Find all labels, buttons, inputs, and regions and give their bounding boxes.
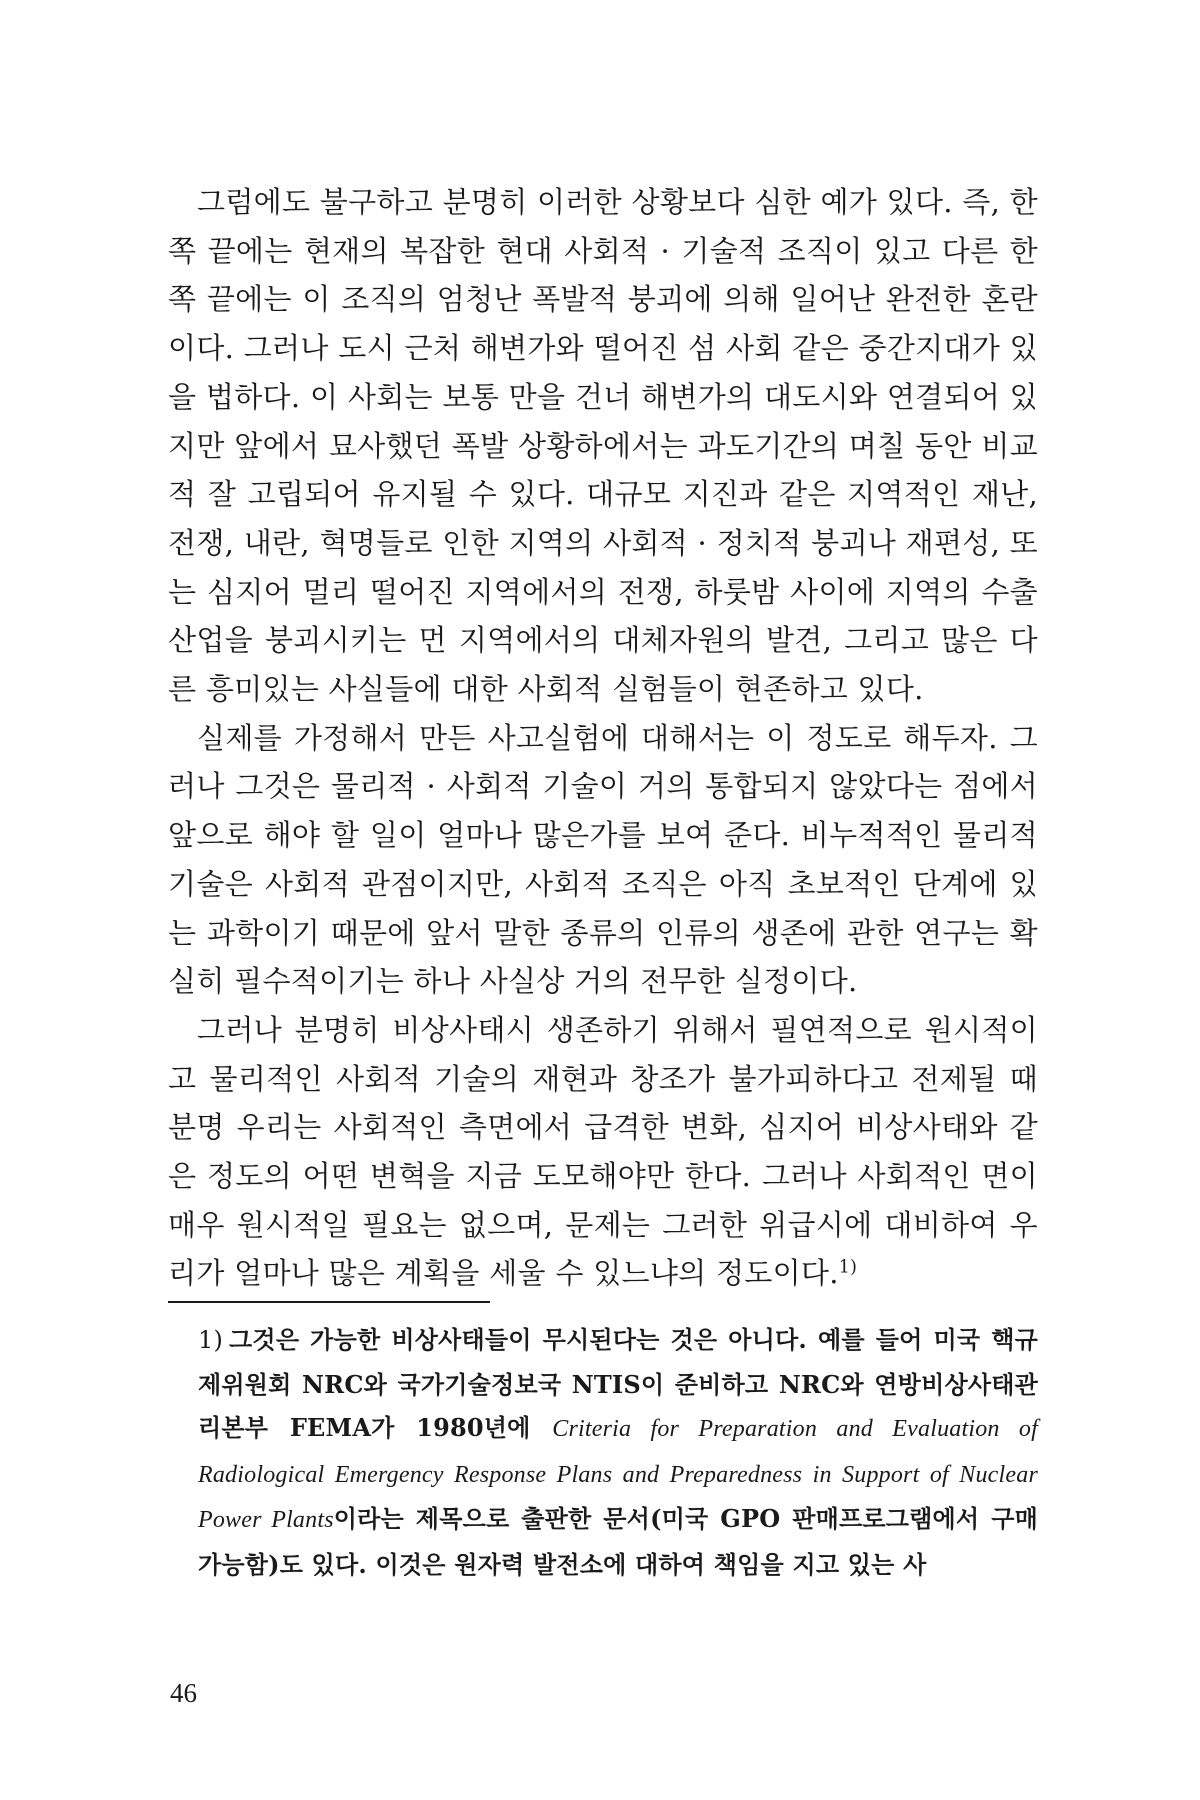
paragraph-2: 실제를 가정해서 만든 사고실험에 대해서는 이 정도로 해두자. 그러나 그것은 물리적 · 사회적 기술이 거의 통합되지 않았다는 점에서 앞으로 해야 할 일이 얼마나 많은가를 보여 준다. 비누적적인 물리적 기술은 사회적 관점이지만, 사회적 조직은 아직 초보적인 단계에 있는 과학이기 때문에 앞서 말한 종류의 인류의 생존에 관한 연구는 확실히 필수적이기는 하나 사실상 거의 전무한 실정이다. xyxy=(168,720,1038,999)
page-number: 46 xyxy=(170,1678,197,1708)
paragraph-3-text: 그러나 분명히 비상사태시 생존하기 위해서 필연적으로 원시적이고 물리적인 사회적 기술의 재현과 창조가 불가피하다고 전제될 때 분명 우리는 사회적인 측면에서 급격한 변화, 심지어 비상사태와 같은 정도의 어떤 변혁을 지금 도모해야만 한다. 그러나 사회적인 면이 매우 원시적일 필요는 없으며, 문제는 그러한 위급시에 대비하여 우리가 얼마나 많은 계획을 세울 수 있느냐의 정도이다. xyxy=(168,1012,1038,1291)
footnote-text-before: 그것은 가능한 비상사태들이 무시된다는 것은 아니다. 예를 들어 미국 핵규제위원회 NRC와 국가기술정보국 NTIS이 준비하고 NRC와 연방비상사태관리본부 FEMA가 1980년에 xyxy=(198,1325,1038,1443)
footnote-reference: 1) xyxy=(838,1257,858,1278)
paragraph-1: 그럼에도 불구하고 분명히 이러한 상황보다 심한 예가 있다. 즉, 한쪽 끝에는 현재의 복잡한 현대 사회적 · 기술적 조직이 있고 다른 한쪽 끝에는 이 조직의 엄청난 폭발적 붕괴에 의해 일어난 완전한 혼란이다. 그러나 도시 근처 해변가와 떨어진 섬 사회 같은 중간지대가 있을 법하다. 이 사회는 보통 만을 건너 해변가의 대도시와 연결되어 있지만 앞에서 묘사했던 폭발 상황하에서는 과도기간의 며칠 동안 비교적 잘 고립되어 유지될 수 있다. 대규모 지진과 같은 지역적인 재난, 전쟁, 내란, 혁명들로 인한 지역의 사회적 · 정치적 붕괴나 재편성, 또는 심지어 멀리 떨어진 지역에서의 전쟁, 하룻밤 사이에 지역의 수출산업을 붕괴시키는 먼 지역에서의 대체자원의 발견, 그리고 많은 다른 흥미있는 사실들에 대한 사회적 실험들이 현존하고 있다. xyxy=(168,185,1038,707)
footnote-text-after: 이라는 제목으로 출판한 문서(미국 GPO 판매프로그램에서 구매 가능함)도 있다. 이것은 원자력 발전소에 대하여 책임을 지고 있는 사 xyxy=(198,1504,1038,1579)
footnote-number: 1) xyxy=(198,1326,224,1354)
paragraph-3 xyxy=(168,1006,1038,1298)
main-text xyxy=(168,178,1038,1298)
footnote-divider xyxy=(168,1301,490,1303)
footnote xyxy=(198,1318,1038,1587)
footnote-document-title: Criteria for Preparation and Evaluation of Radiological Emergency Response Plans and Preparedness in Support of Nuclear Power Plants xyxy=(198,1416,1038,1534)
